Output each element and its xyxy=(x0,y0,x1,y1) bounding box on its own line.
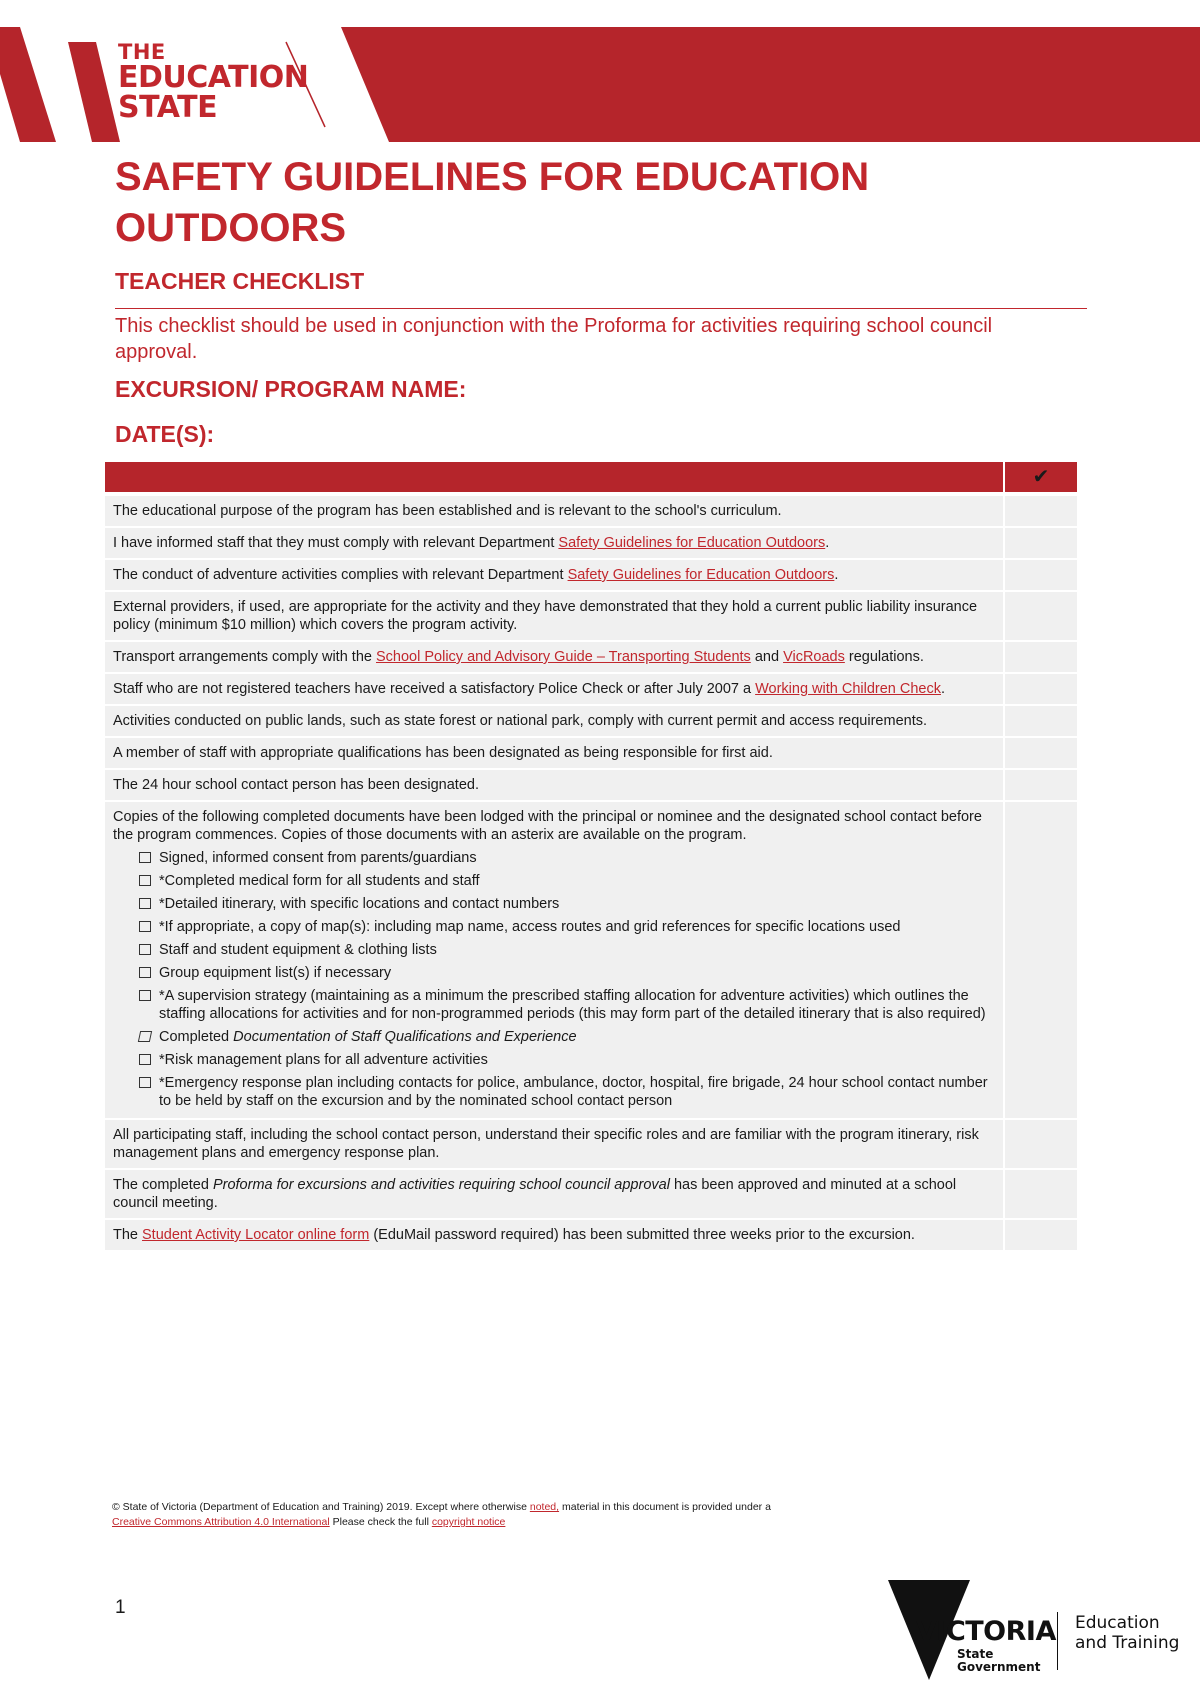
row-text-part: The xyxy=(113,1227,143,1243)
table-row xyxy=(105,674,1077,704)
documents-intro: Copies of the following completed documents have been lodged with the principal or nominee and the designated school contact before the program commences. Copies of those documents with an asterix are available on the program. xyxy=(113,809,982,843)
row-text xyxy=(105,528,1003,558)
table-row xyxy=(105,1170,1077,1218)
table-header xyxy=(105,462,1077,492)
state-label: State xyxy=(957,1647,994,1661)
table-row xyxy=(105,706,1077,736)
check-cell[interactable] xyxy=(1005,1220,1077,1250)
vicroads-link[interactable]: VicRoads xyxy=(783,649,845,665)
row-text-italic: Proforma for excursions and activities requiring school council approval xyxy=(212,1177,670,1193)
doc-item xyxy=(139,1028,995,1046)
dates-label: DATE(S): xyxy=(115,421,215,447)
row-text-part: and xyxy=(750,649,784,665)
working-with-children-link[interactable]: Working with Children Check xyxy=(755,681,941,697)
checkbox-icon[interactable] xyxy=(138,1031,152,1042)
check-cell[interactable] xyxy=(1005,738,1077,768)
checkbox-icon[interactable] xyxy=(139,1054,151,1065)
row-text: Activities conducted on public lands, such as state forest or national park, comply with current permit and access requirements. xyxy=(105,706,1003,736)
copyright-line-1 xyxy=(112,1500,771,1515)
row-text-part: . xyxy=(834,567,839,583)
copyright-line-2 xyxy=(112,1515,771,1530)
safety-guidelines-link[interactable]: Safety Guidelines for Education Outdoors xyxy=(567,567,835,583)
page-number: 1 xyxy=(115,1597,126,1618)
row-text xyxy=(105,1220,1003,1250)
copyright-text: © State of Victoria (Department of Education and Training) 2019. Except where otherwise xyxy=(112,1501,530,1513)
check-cell[interactable] xyxy=(1005,1120,1077,1168)
table-row xyxy=(105,770,1077,800)
table-row xyxy=(105,738,1077,768)
check-cell[interactable] xyxy=(1005,592,1077,640)
table-row xyxy=(105,560,1077,590)
row-text-part: The completed xyxy=(113,1177,213,1193)
row-text: A member of staff with appropriate qualifications has been designated as being responsible for first aid. xyxy=(105,738,1003,768)
page-title-line-2: OUTDOORS xyxy=(115,206,347,250)
check-cell[interactable] xyxy=(1005,802,1077,1118)
doc-item xyxy=(139,1074,995,1110)
checkbox-icon[interactable] xyxy=(139,852,151,863)
row-text-part: (EduMail password required) has been submitted three weeks prior to the excursion. xyxy=(369,1227,915,1243)
row-text-part: . xyxy=(941,681,946,697)
copyright-notice-link[interactable]: copyright notice xyxy=(431,1516,506,1528)
row-text xyxy=(105,642,1003,672)
check-header-icon: ✔ xyxy=(1005,462,1077,492)
row-text xyxy=(105,560,1003,590)
title-rule xyxy=(115,308,1087,309)
doc-item-text xyxy=(159,1028,995,1046)
doc-item-text: Signed, informed consent from parents/guardians xyxy=(159,850,477,866)
check-cell[interactable] xyxy=(1005,1170,1077,1218)
doc-item-text: *A supervision strategy (maintaining as a minimum the prescribed staffing allocation for adventure activities) which outlines the staffing allocations for activities and for non-programmed periods (this may form part of the detailed itinerary that is also required) xyxy=(159,988,986,1022)
table-row xyxy=(105,496,1077,526)
checklist-table xyxy=(105,462,1077,1250)
excursion-name-label: EXCURSION/ PROGRAM NAME: xyxy=(115,376,467,402)
checkbox-icon[interactable] xyxy=(139,1077,151,1088)
noted-link[interactable]: noted, xyxy=(529,1501,560,1513)
doc-item-text-part: Completed xyxy=(159,1029,234,1045)
documents-cell xyxy=(105,802,1003,1118)
row-text xyxy=(105,1170,1003,1218)
doc-item-text: *If appropriate, a copy of map(s): including map name, access routes and grid references for specific locations used xyxy=(159,919,901,935)
victoria-logo-word: VICTORIA xyxy=(916,1616,1056,1647)
row-text-part: The conduct of adventure activities complies with relevant Department xyxy=(113,567,568,583)
checkbox-icon[interactable] xyxy=(139,944,151,955)
page-subtitle: TEACHER CHECKLIST xyxy=(115,268,365,294)
logo-line-1: THE xyxy=(118,40,166,64)
row-text: The 24 hour school contact person has been designated. xyxy=(105,770,1003,800)
row-text: The educational purpose of the program has been established and is relevant to the school's curriculum. xyxy=(105,496,1003,526)
safety-guidelines-link[interactable]: Safety Guidelines for Education Outdoors xyxy=(558,535,826,551)
transporting-students-link[interactable]: School Policy and Advisory Guide – Transporting Students xyxy=(376,649,751,665)
row-text-part: has been approved and minuted at a school council meeting. xyxy=(113,1177,957,1211)
check-cell[interactable] xyxy=(1005,528,1077,558)
header-item-cell xyxy=(105,462,1003,492)
checkbox-icon[interactable] xyxy=(139,990,151,1001)
doc-item xyxy=(139,1051,995,1069)
table-row xyxy=(105,592,1077,640)
department-line-2: and Training xyxy=(1075,1633,1180,1653)
check-cell[interactable] xyxy=(1005,674,1077,704)
check-cell[interactable] xyxy=(1005,770,1077,800)
doc-item xyxy=(139,918,995,936)
checkbox-icon[interactable] xyxy=(139,967,151,978)
table-row xyxy=(105,642,1077,672)
doc-item xyxy=(139,895,995,913)
row-text-part: I have informed staff that they must comply with relevant Department xyxy=(113,535,559,551)
student-activity-locator-link[interactable]: Student Activity Locator online form xyxy=(142,1227,370,1243)
doc-item-text: *Detailed itinerary, with specific locations and contact numbers xyxy=(159,896,560,912)
checkbox-icon[interactable] xyxy=(139,921,151,932)
check-cell[interactable] xyxy=(1005,560,1077,590)
table-row xyxy=(105,1220,1077,1250)
logo-line-2: EDUCATION xyxy=(118,60,309,95)
doc-item xyxy=(139,872,995,890)
department-line-1: Education xyxy=(1075,1613,1160,1633)
doc-item-text: *Completed medical form for all students and staff xyxy=(159,873,480,889)
government-label: Government xyxy=(957,1660,1041,1674)
row-text-part: . xyxy=(825,535,830,551)
check-cell[interactable] xyxy=(1005,642,1077,672)
check-cell[interactable] xyxy=(1005,496,1077,526)
department-name xyxy=(1075,1613,1179,1653)
victoria-state-government xyxy=(957,1648,1040,1674)
row-text xyxy=(105,674,1003,704)
copyright-text: material in this document is provided under a xyxy=(559,1501,771,1513)
doc-item-text-italic: Documentation of Staff Qualifications and Experience xyxy=(233,1029,577,1045)
copyright-notice xyxy=(112,1500,771,1530)
checkbox-icon[interactable] xyxy=(139,898,151,909)
intro-text: This checklist should be used in conjunction with the Proforma for activities requiring school council approval. xyxy=(115,315,993,363)
logo-line-3: STATE xyxy=(118,90,218,125)
table-row xyxy=(105,528,1077,558)
check-cell[interactable] xyxy=(1005,706,1077,736)
doc-item-text: *Emergency response plan including contacts for police, ambulance, doctor, hospital, fire brigade, 24 hour school contact number to be held by staff on the excursion and by the nominated school contact person xyxy=(159,1075,988,1109)
creative-commons-link[interactable]: Creative Commons Attribution 4.0 International xyxy=(112,1516,330,1528)
doc-item-text: Staff and student equipment & clothing lists xyxy=(159,942,437,958)
doc-item xyxy=(139,849,995,867)
doc-item xyxy=(139,941,995,959)
doc-item xyxy=(139,964,995,982)
row-text: External providers, if used, are appropriate for the activity and they have demonstrated that they hold a current public liability insurance policy (minimum $10 million) which covers the program activity. xyxy=(105,592,1003,640)
table-row-documents xyxy=(105,802,1077,1118)
page-title xyxy=(115,152,1090,254)
table-row xyxy=(105,1120,1077,1168)
row-text-part: regulations. xyxy=(844,649,924,665)
page-title-line-1: SAFETY GUIDELINES FOR EDUCATION xyxy=(115,155,870,199)
copyright-text: Please check the full xyxy=(329,1516,432,1528)
row-text-part: Transport arrangements comply with the xyxy=(113,649,376,665)
doc-item xyxy=(139,987,995,1023)
education-state-logo xyxy=(118,42,308,123)
doc-item-text: *Risk management plans for all adventure activities xyxy=(159,1052,488,1068)
doc-item-text: Group equipment list(s) if necessary xyxy=(159,965,392,981)
row-text: All participating staff, including the school contact person, understand their specific roles and are familiar with the program itinerary, risk management plans and emergency response plan. xyxy=(105,1120,1003,1168)
row-text-part: Staff who are not registered teachers have received a satisfactory Police Check or after July 2007 a xyxy=(113,681,756,697)
logo-divider xyxy=(1057,1612,1058,1670)
checkbox-icon[interactable] xyxy=(139,875,151,886)
